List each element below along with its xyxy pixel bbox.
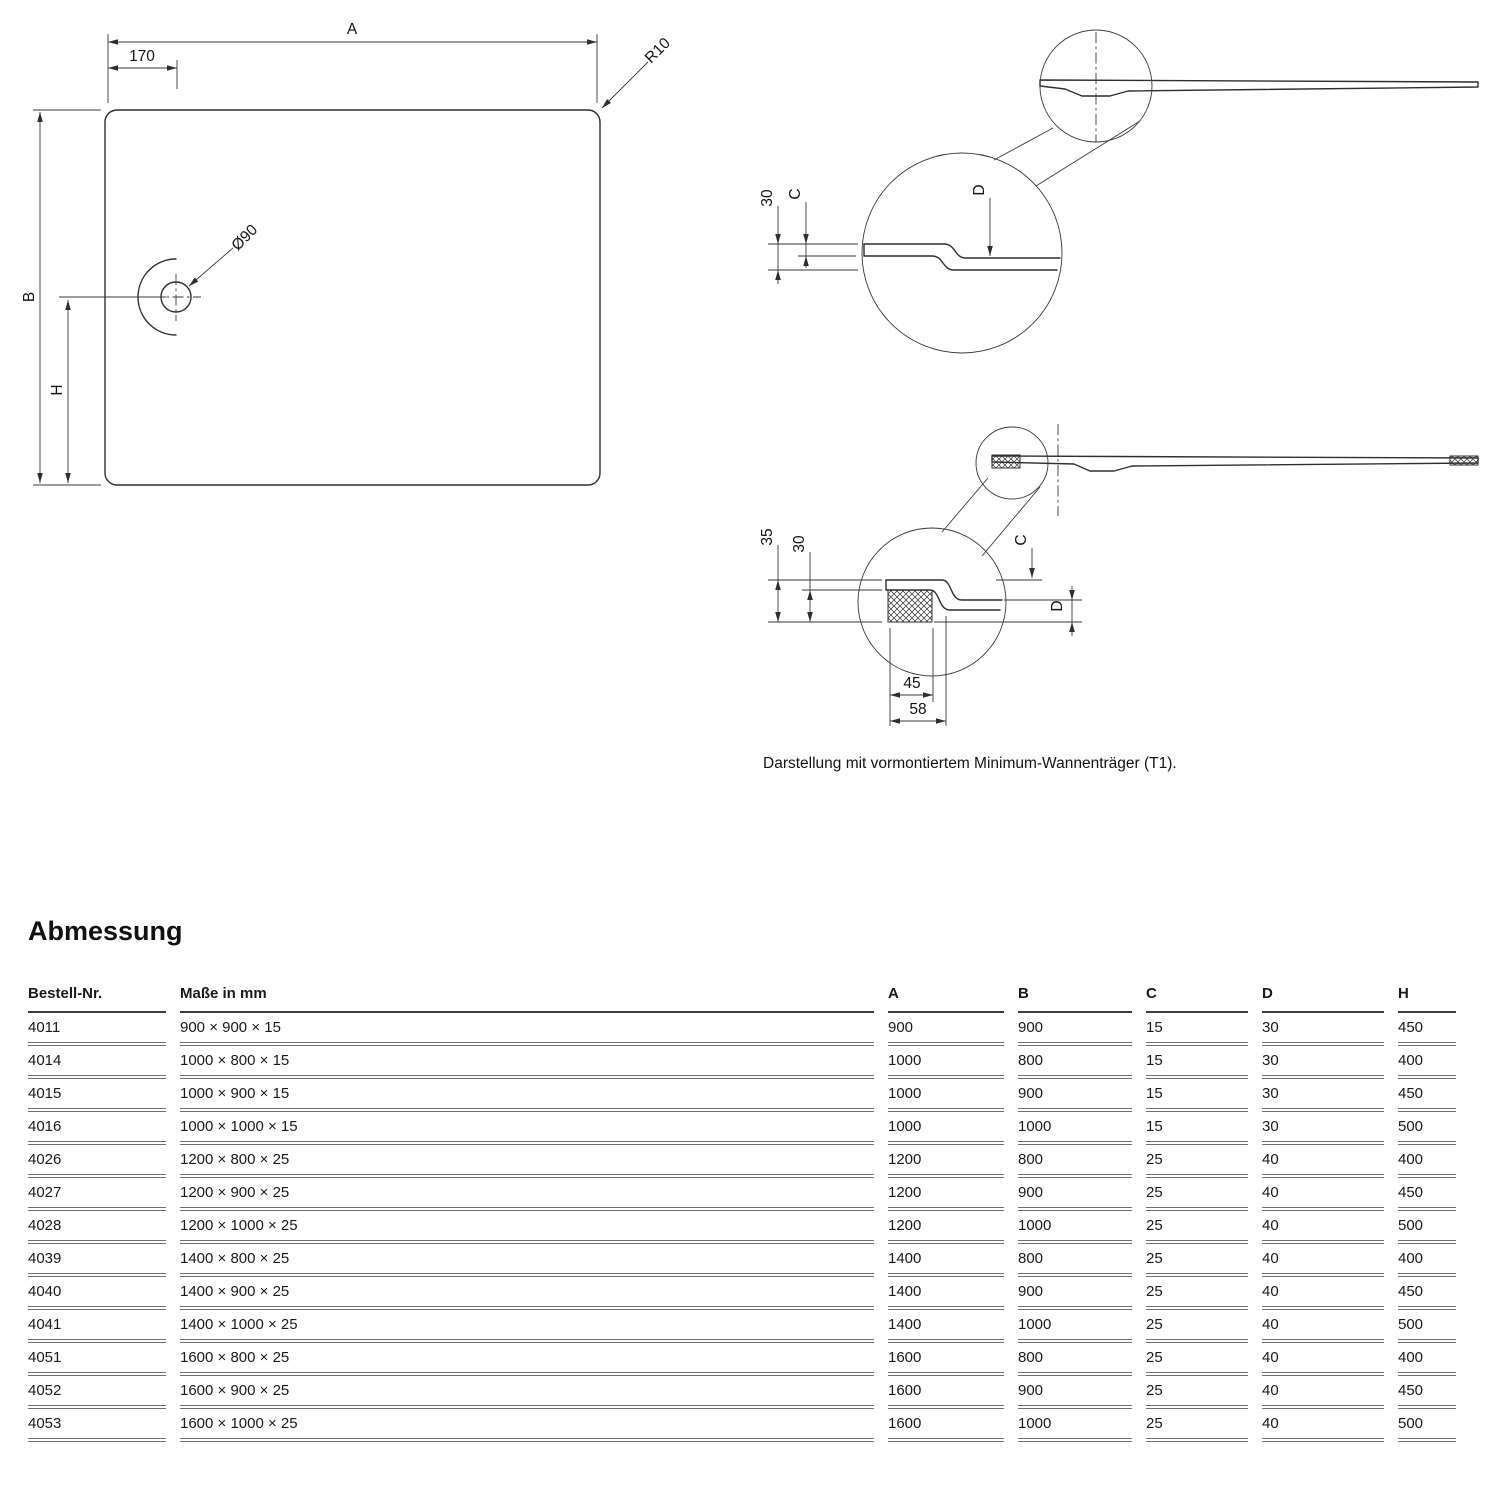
table-cell: 1000 (1018, 1409, 1132, 1442)
dim-label-30-top: 30 (759, 189, 776, 207)
table-cell: 40 (1262, 1277, 1384, 1310)
table-cell: 450 (1398, 1013, 1456, 1046)
plan-view (21, 21, 674, 485)
table-cell: 40 (1262, 1178, 1384, 1211)
table-cell: 1600 (888, 1409, 1004, 1442)
table-row (28, 1409, 1456, 1442)
table-row (28, 1343, 1456, 1376)
dim-label-170: 170 (129, 48, 155, 65)
table-cell: 30 (1262, 1112, 1384, 1145)
table-cell: 1000 (888, 1046, 1004, 1079)
table-cell: 25 (1146, 1310, 1248, 1343)
table-row (28, 1112, 1456, 1145)
section-detail-top (759, 30, 1478, 353)
table-cell: 4052 (28, 1376, 166, 1409)
table-cell: 15 (1146, 1112, 1248, 1145)
dimensions-section (0, 916, 1500, 1442)
table-cell: 450 (1398, 1079, 1456, 1112)
table-cell: 800 (1018, 1343, 1132, 1376)
table-cell: 1000 (888, 1112, 1004, 1145)
table-cell: 900 (888, 1013, 1004, 1046)
table-row (28, 1178, 1456, 1211)
table-row (28, 1079, 1456, 1112)
table-cell: 900 (1018, 1079, 1132, 1112)
table-cell: 25 (1146, 1277, 1248, 1310)
table-row (28, 1310, 1456, 1343)
table-cell: 1000 (1018, 1310, 1132, 1343)
table-cell: 25 (1146, 1211, 1248, 1244)
table-cell: 25 (1146, 1409, 1248, 1442)
table-cell: 500 (1398, 1211, 1456, 1244)
dim-label-d90: Ø90 (228, 221, 262, 255)
table-body (28, 1013, 1456, 1442)
dim-label-b: B (21, 291, 38, 303)
table-cell: 1000 × 800 × 15 (180, 1046, 874, 1079)
table-cell: 450 (1398, 1178, 1456, 1211)
table-cell: 1400 (888, 1310, 1004, 1343)
column-header: C (1146, 981, 1248, 1013)
table-cell: 400 (1398, 1343, 1456, 1376)
table-cell: 4040 (28, 1277, 166, 1310)
table-cell: 1000 (888, 1079, 1004, 1112)
table-cell: 1600 (888, 1343, 1004, 1376)
table-cell: 4039 (28, 1244, 166, 1277)
dim-label-45: 45 (903, 675, 921, 692)
table-cell: 40 (1262, 1409, 1384, 1442)
column-header: B (1018, 981, 1132, 1013)
dim-label-c-top: C (787, 188, 804, 200)
table-cell: 500 (1398, 1409, 1456, 1442)
tray-side-profile (1040, 80, 1478, 96)
table-cell: 900 (1018, 1277, 1132, 1310)
table-cell: 1000 × 1000 × 15 (180, 1112, 874, 1145)
drawing-caption: Darstellung mit vormontiertem Minimum-Wannenträger (T1). (763, 755, 1177, 772)
table-cell: 500 (1398, 1112, 1456, 1145)
support-block-right (1450, 456, 1478, 465)
table-cell: 1400 × 800 × 25 (180, 1244, 874, 1277)
table-header-row (28, 981, 1456, 1013)
table-row (28, 1046, 1456, 1079)
detail-circle-large (862, 153, 1062, 353)
table-cell: 1200 (888, 1178, 1004, 1211)
column-header: H (1398, 981, 1456, 1013)
table-cell: 4053 (28, 1409, 166, 1442)
tray-outline (105, 110, 600, 485)
table-cell: 40 (1262, 1343, 1384, 1376)
table-cell: 15 (1146, 1046, 1248, 1079)
table-cell: 900 (1018, 1376, 1132, 1409)
dim-label-35: 35 (759, 528, 776, 546)
table-cell: 30 (1262, 1046, 1384, 1079)
dim-label-d-bottom: D (1049, 600, 1066, 612)
table-cell: 900 (1018, 1013, 1132, 1046)
table-cell: 40 (1262, 1310, 1384, 1343)
section-title: Abmessung (28, 916, 183, 946)
table-cell: 400 (1398, 1046, 1456, 1079)
table-cell: 40 (1262, 1145, 1384, 1178)
table-cell: 4051 (28, 1343, 166, 1376)
table-cell: 25 (1146, 1145, 1248, 1178)
table-cell: 15 (1146, 1079, 1248, 1112)
dim-label-58: 58 (909, 701, 927, 718)
table-cell: 800 (1018, 1046, 1132, 1079)
table-cell: 30 (1262, 1013, 1384, 1046)
table-cell: 1000 (1018, 1112, 1132, 1145)
table-cell: 40 (1262, 1211, 1384, 1244)
table-cell: 1400 × 900 × 25 (180, 1277, 874, 1310)
table-row (28, 1376, 1456, 1409)
column-header: Bestell-Nr. (28, 981, 166, 1013)
dim-label-h: H (49, 384, 66, 396)
table-cell: 1000 × 900 × 15 (180, 1079, 874, 1112)
table-cell: 1200 × 900 × 25 (180, 1178, 874, 1211)
table-cell: 40 (1262, 1244, 1384, 1277)
table-cell: 900 × 900 × 15 (180, 1013, 874, 1046)
table-cell: 1200 (888, 1145, 1004, 1178)
table-cell: 25 (1146, 1376, 1248, 1409)
detail-connector-lines (994, 121, 1140, 186)
table-cell: 4014 (28, 1046, 166, 1079)
table-cell: 30 (1262, 1079, 1384, 1112)
table-cell: 1400 (888, 1244, 1004, 1277)
support-block-left (992, 455, 1020, 468)
table-cell: 900 (1018, 1178, 1132, 1211)
dimensions-table (14, 981, 1470, 1442)
dim-label-c-bottom: C (1013, 534, 1030, 546)
table-cell: 15 (1146, 1013, 1248, 1046)
table-cell: 1400 × 1000 × 25 (180, 1310, 874, 1343)
column-header: D (1262, 981, 1384, 1013)
table-cell: 1200 (888, 1211, 1004, 1244)
table-cell: 4041 (28, 1310, 166, 1343)
table-cell: 400 (1398, 1244, 1456, 1277)
table-cell: 25 (1146, 1178, 1248, 1211)
table-cell: 4015 (28, 1079, 166, 1112)
table-row (28, 1277, 1456, 1310)
table-cell: 1400 (888, 1277, 1004, 1310)
table-cell: 1000 (1018, 1211, 1132, 1244)
table-cell: 1600 × 800 × 25 (180, 1343, 874, 1376)
table-cell: 1600 (888, 1376, 1004, 1409)
table-cell: 1600 × 900 × 25 (180, 1376, 874, 1409)
dim-label-r10: R10 (641, 34, 674, 67)
table-cell: 4011 (28, 1013, 166, 1046)
table-cell: 800 (1018, 1145, 1132, 1178)
table-cell: 400 (1398, 1145, 1456, 1178)
table-cell: 800 (1018, 1244, 1132, 1277)
dim-label-a: A (346, 21, 358, 38)
table-row (28, 1211, 1456, 1244)
table-cell: 4026 (28, 1145, 166, 1178)
table-cell: 500 (1398, 1310, 1456, 1343)
table-cell: 4016 (28, 1112, 166, 1145)
table-cell: 1600 × 1000 × 25 (180, 1409, 874, 1442)
column-header: Maße in mm (180, 981, 874, 1013)
column-header: A (888, 981, 1004, 1013)
section-detail-bottom (759, 424, 1478, 726)
dim-label-d-top: D (971, 184, 988, 196)
tray-side-profile-support (992, 456, 1478, 471)
table-cell: 1200 × 800 × 25 (180, 1145, 874, 1178)
table-row (28, 1244, 1456, 1277)
table-cell: 1200 × 1000 × 25 (180, 1211, 874, 1244)
table-row (28, 1145, 1456, 1178)
table-cell: 25 (1146, 1343, 1248, 1376)
table-cell: 4027 (28, 1178, 166, 1211)
table-cell: 4028 (28, 1211, 166, 1244)
table-cell: 25 (1146, 1244, 1248, 1277)
table-cell: 40 (1262, 1376, 1384, 1409)
dim-label-30-bottom: 30 (791, 535, 808, 553)
drain-centerlines (152, 274, 201, 321)
table-cell: 450 (1398, 1277, 1456, 1310)
support-block-detail (888, 590, 932, 622)
table-row (28, 1013, 1456, 1046)
table-cell: 450 (1398, 1376, 1456, 1409)
